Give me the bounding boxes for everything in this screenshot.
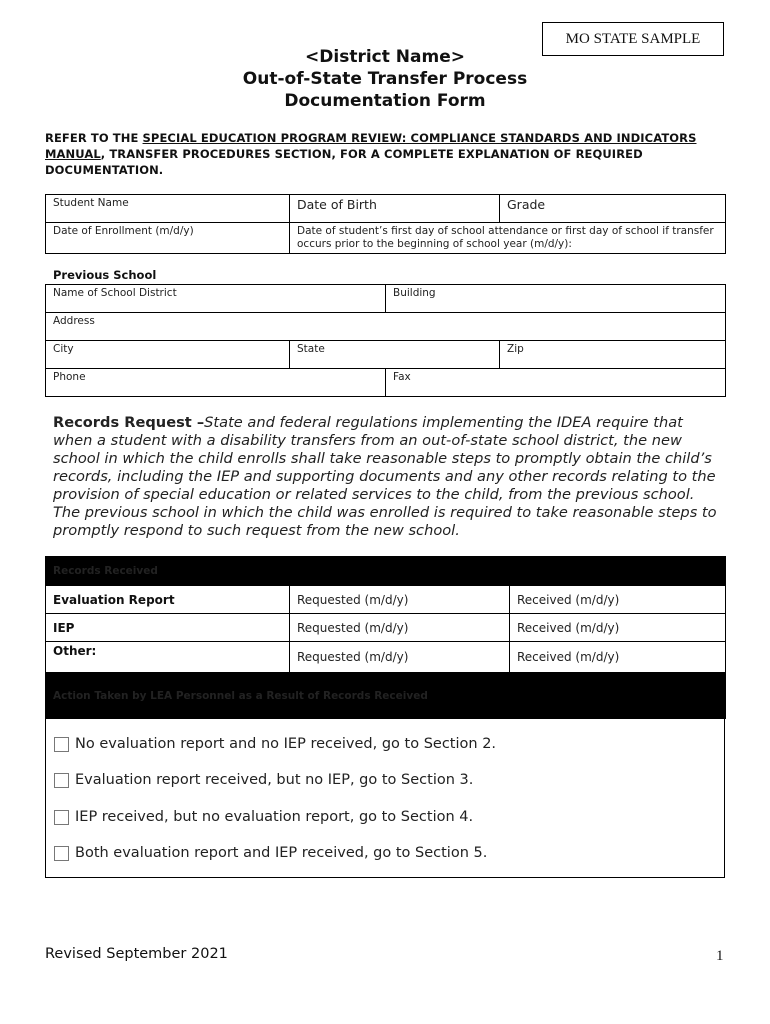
- evaluation-requested-field[interactable]: [290, 586, 510, 614]
- grade-label: Grade: [507, 197, 546, 212]
- iep-requested-label: Requested (m/d/y): [297, 620, 409, 635]
- records-received-table: [45, 556, 726, 719]
- evaluation-requested-label: Requested (m/d/y): [297, 592, 409, 607]
- address-field[interactable]: [46, 313, 726, 341]
- other-received-field[interactable]: [510, 642, 726, 673]
- evaluation-report-row-label: Evaluation Report: [46, 586, 290, 614]
- option-iep-no-eval[interactable]: [54, 809, 473, 825]
- evaluation-received-field[interactable]: [510, 586, 726, 614]
- state-sample-stamp: MO STATE SAMPLE: [542, 22, 724, 56]
- grade-field[interactable]: [500, 195, 726, 223]
- refer-suffix: , TRANSFER PROCEDURES SECTION, FOR A COMPLETE EXPLANATION OF REQUIRED DOCUMENTATION.: [45, 147, 643, 177]
- zip-field[interactable]: [500, 341, 726, 369]
- records-request-paragraph: [53, 414, 717, 540]
- phone-field[interactable]: [46, 369, 386, 397]
- records-received-heading: Records Received: [46, 557, 726, 586]
- dob-label: Date of Birth: [297, 197, 377, 212]
- enrollment-date-field[interactable]: [46, 223, 290, 254]
- city-field[interactable]: [46, 341, 290, 369]
- zip-label: Zip: [507, 343, 524, 355]
- other-received-label: Received (m/d/y): [517, 650, 620, 664]
- phone-label: Phone: [53, 371, 86, 383]
- building-label: Building: [393, 287, 436, 299]
- first-day-label: Date of student’s first day of school attendance or first day of school if transfer occurs prior to the beginning of school year (m/d/y):: [297, 225, 714, 250]
- option-no-eval-no-iep[interactable]: [54, 736, 496, 752]
- option-label: Both evaluation report and IEP received, go to Section 5.: [75, 845, 488, 861]
- student-name-field[interactable]: [46, 195, 290, 223]
- page-number: 1: [716, 948, 724, 964]
- reference-note: [45, 130, 725, 178]
- option-label: IEP received, but no evaluation report, go to Section 4.: [75, 809, 474, 825]
- checkbox[interactable]: [54, 810, 69, 825]
- option-eval-no-iep[interactable]: [54, 772, 473, 788]
- date-of-birth-field[interactable]: [290, 195, 500, 223]
- form-title: [0, 46, 770, 112]
- student-name-label: Student Name: [53, 197, 129, 209]
- option-label: Evaluation report received, but no IEP, go to Section 3.: [75, 772, 474, 788]
- previous-school-heading: Previous School: [53, 268, 157, 282]
- action-options-box: [45, 716, 725, 878]
- option-both-received[interactable]: [54, 845, 487, 861]
- school-district-field[interactable]: [46, 285, 386, 313]
- fax-field[interactable]: [386, 369, 726, 397]
- school-district-label: Name of School District: [53, 287, 177, 299]
- iep-received-label: Received (m/d/y): [517, 620, 620, 635]
- action-taken-heading: Action Taken by LEA Personnel as a Result of Records Received: [46, 673, 726, 719]
- revised-date: Revised September 2021: [45, 946, 228, 962]
- form-title-line3: Documentation Form: [284, 91, 486, 111]
- evaluation-received-label: Received (m/d/y): [517, 592, 620, 607]
- other-row-field[interactable]: [46, 642, 290, 673]
- student-info-table: [45, 194, 726, 254]
- state-label: State: [297, 343, 325, 355]
- other-requested-field[interactable]: [290, 642, 510, 673]
- iep-row-label: IEP: [46, 614, 290, 642]
- district-name-heading: <District Name>: [305, 47, 465, 67]
- iep-requested-field[interactable]: [290, 614, 510, 642]
- first-day-field[interactable]: [290, 223, 726, 254]
- fax-label: Fax: [393, 371, 411, 383]
- option-label: No evaluation report and no IEP received, go to Section 2.: [75, 736, 497, 752]
- other-requested-label: Requested (m/d/y): [297, 650, 409, 664]
- building-field[interactable]: [386, 285, 726, 313]
- iep-received-field[interactable]: [510, 614, 726, 642]
- checkbox[interactable]: [54, 846, 69, 861]
- state-field[interactable]: [290, 341, 500, 369]
- checkbox[interactable]: [54, 737, 69, 752]
- form-title-line2: Out-of-State Transfer Process: [242, 69, 528, 89]
- enrollment-date-label: Date of Enrollment (m/d/y): [53, 225, 194, 237]
- checkbox[interactable]: [54, 773, 69, 788]
- manual-reference-link[interactable]: SPECIAL EDUCATION PROGRAM REVIEW: COMPLIANCE STANDARDS AND INDICATORS: [142, 131, 697, 145]
- previous-school-table: [45, 284, 726, 397]
- refer-prefix: REFER TO THE: [45, 131, 143, 145]
- city-label: City: [53, 343, 74, 355]
- other-row-label: Other:: [53, 644, 97, 658]
- records-request-text: State and federal regulations implementing the IDEA require that when a student with a disability transfers from an out-of-state school district, the new school in which the child enrolls shall take reasonable steps to promptly obtain the child’s records, including the IEP and supporting documents and any other records relating to the provision of special education or related services to the child, from the previous school. The previous school in which the child was enrolled is required to take reasonable steps to promptly respond to such request from the new school.: [53, 414, 717, 539]
- address-label: Address: [53, 315, 95, 327]
- records-request-lead: Records Request –: [53, 414, 205, 431]
- manual-link[interactable]: MANUAL: [45, 147, 101, 161]
